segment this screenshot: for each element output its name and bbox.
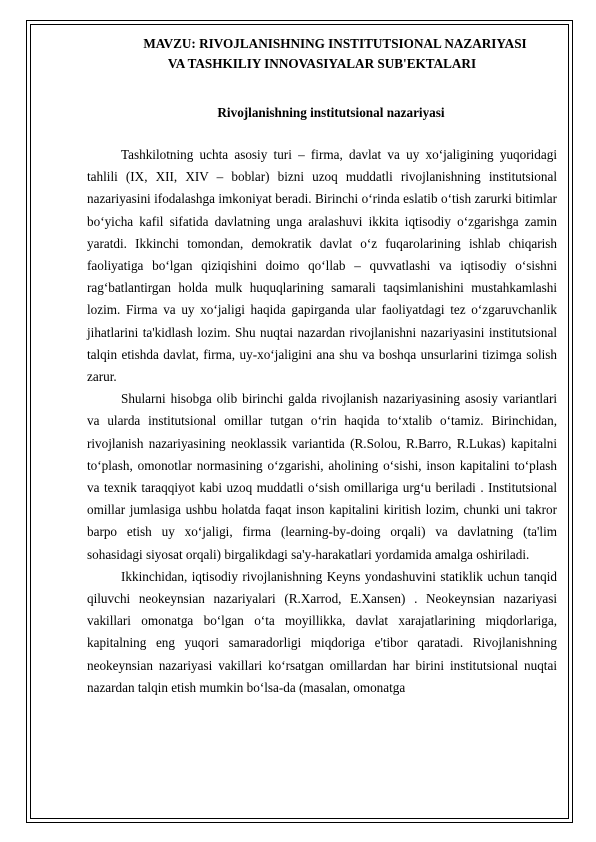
paragraph-3: Ikkinchidan, iqtisodiy rivojlanishning Keyns yondashuvini statiklik uchun tanqid qiluvchi neokeynsian nazariyalari (R.Xarrod, E.Xansen) . Neokeynsian nazariyasi vakillari omonatga bo‘lgan o‘ta moyillikka, davlat xarajatlarining miqdorlariga, kapitalning eng yuqori samaradorligi miqdoriga e'tibor qaratadi. Rivojlanishning neokeynsian nazariyasi vakillari ko‘rsatgan omillardan har birini institutsional nuqtai nazardan talqin etish mumkin bo‘lsa-da (masalan, omonatga xyxy=(87,568,557,695)
body-text xyxy=(87,144,557,699)
section-heading: Rivojlanishning institutsional nazariyasi xyxy=(217,105,445,120)
document-title-line-2: VA TASHKILIY INNOVASIYALAR SUB'EKTALARI xyxy=(167,56,477,71)
document-page xyxy=(87,34,557,699)
document-title xyxy=(87,34,557,74)
paragraph-2: Shularni hisobga olib birinchi galda rivojlanish nazariyasining asosiy variantlari va ularda institutsional omillar tutgan o‘rin haqida to‘xtalib o‘tamiz. Birinchidan, rivojlanish nazariyasining neoklassik variantida (R.Solou, R.Barro, R.Lukas) kapitalni to‘plash, omonotlar normasining o‘zgarishi, aholining o‘sishi, inson kapitalini to‘plash va texnik taraqqiyot kabi uzoq muddatli o‘sish omillariga urg‘u beriladi . Institutsional omillar jumlasiga ushbu holatda faqat inson kapitalini kiritish lozim, chunki uni takror barpo etish uy xo‘jaligi, firma (learning-by-doing orqali) va davlatning (ta'lim sohasidagi siyosat orqali) birgalikdagi sa'y-harakatlari yordamida amalga oshiriladi. xyxy=(87,391,557,562)
document-title-line-1: MAVZU: RIVOJLANISHNING INSTITUTSIONAL NAZARIYASI xyxy=(143,36,527,51)
paragraph-1: Tashkilotning uchta asosiy turi – firma, davlat va uy xo‘jaligining yuqoridagi tahlili (IX, XII, XIV – boblar) bizni uzoq muddatli rivojlanishning institutsional nazariyasini ifodalashga imkoniyat beradi. Birinchi o‘rinda eslatib o‘tish zarurki bitimlar bo‘yicha kafil sifatida davlatning unga aralashuvi ikkita iqtisodiy o‘zgarishga zamin yaratdi. Ikkinchi tomondan, demokratik davlat o‘z fuqarolarining ishlab chiqarish faoliyatiga bo‘lgan qiziqishini doimo qo‘llab – quvvatlashi va iqtisodiy o‘sishni rag‘batlantirgan holda mulk huquqlarining samarali taqsimlanishini mustahkamlashi lozim. Firma va uy xo‘jaligi haqida gapirganda ular faoliyatdagi tez o‘zgaruvchanlik jihatlarini ta'kidlash lozim. Shu nuqtai nazardan rivojlanishni nazariyasini institutsional talqin etishda davlat, firma, uy-xo‘jaligini ana shu va boshqa unsurlarini tizimga solish zarur. xyxy=(87,147,557,385)
